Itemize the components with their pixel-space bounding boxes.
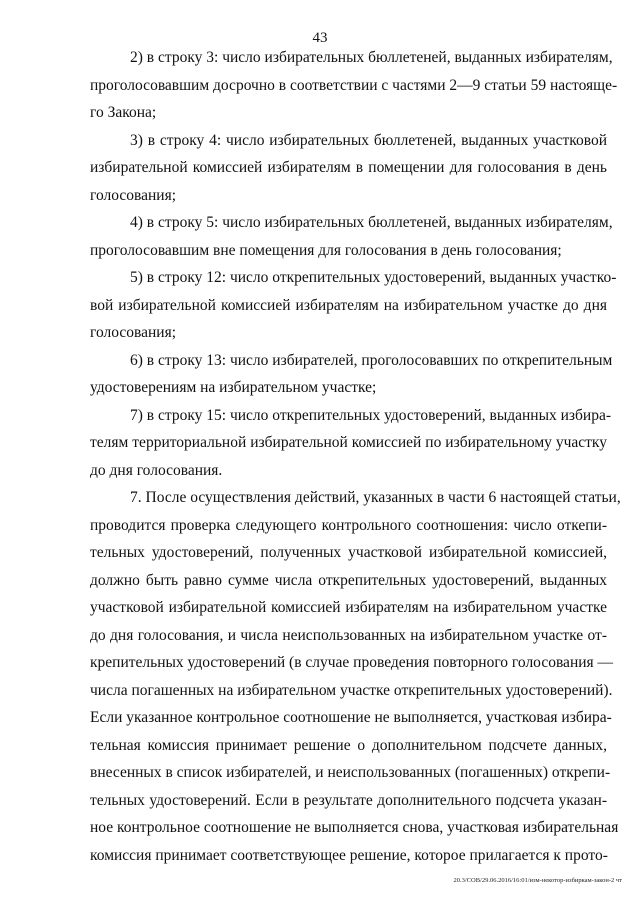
text-line: избирательной комиссией избирателям в помещении для голосования в день <box>90 159 607 176</box>
text-line: проголосовавшим вне помещения для голосования в день голосования; <box>90 241 562 259</box>
text-line: голосования; <box>90 186 177 204</box>
text-line: тельных удостоверений. Если в результате дополнительного подсчета указан- <box>90 791 607 809</box>
text-line: 5) в строку 12: число открепительных удостоверений, выданных участко- <box>130 269 617 286</box>
text-line: числа погашенных на избирательном участке открепительных удостоверений). <box>90 681 613 699</box>
text-line: ное контрольное соотношение не выполняется снова, участковая избирательная <box>90 819 619 836</box>
text-line: должно быть равно сумме числа открепительных удостоверений, выданных <box>90 571 607 589</box>
text-line: до дня голосования, и числа неиспользованных на избирательном участке от- <box>90 626 607 644</box>
text-line: до дня голосования. <box>90 461 223 479</box>
text-line: тельных удостоверений, полученных участковой избирательной комиссией, <box>90 544 607 561</box>
text-line: проголосовавшим досрочно в соответствии с частями 2—9 статьи 59 настояще- <box>90 76 618 94</box>
text-line: 7) в строку 15: число открепительных удостоверений, выданных избира- <box>130 406 612 424</box>
text-line: тельная комиссия принимает решение о дополнительном подсчете данных, <box>90 736 607 754</box>
text-line: участковой избирательной комиссией избирателям на избирательном участке <box>90 599 607 616</box>
text-line: крепительных удостоверений (в случае проведения повторного голосования — <box>90 654 614 671</box>
text-line: 4) в строку 5: число избирательных бюллетеней, выданных избирателям, <box>130 214 613 231</box>
document-body <box>90 44 621 869</box>
text-line: 7. После осуществления действий, указанных в части 6 настоящей статьи, <box>130 489 621 506</box>
text-line: телям территориальной избирательной комиссией по избирательному участку <box>90 434 607 451</box>
text-line: вой избирательной комиссией избирателям на избирательном участке до дня <box>90 296 607 314</box>
text-line: проводится проверка следующего контрольного соотношения: число откепи- <box>90 516 607 534</box>
text-line: внесенных в список избирателей, и неиспользованных (погашенных) открепи- <box>90 764 611 781</box>
text-line: 3) в строку 4: число избирательных бюллетеней, выданных участковой <box>130 131 607 149</box>
text-line: голосования; <box>90 324 177 341</box>
text-line: го Закона; <box>90 104 157 121</box>
text-line: удостоверениям на избирательном участке; <box>90 379 377 396</box>
footer-reference: 20.3/СОВ/29.06.2016/16:01/изм-некотор-избиркам-закон-2 чт <box>453 877 622 884</box>
text-line: Если указанное контрольное соотношение не выполняется, участковая избира- <box>90 709 612 726</box>
text-line: 6) в строку 13: число избирателей, проголосовавших по открепительным <box>130 351 613 369</box>
text-line: 2) в строку 3: число избирательных бюллетеней, выданных избирателям, <box>130 49 613 66</box>
text-line: комиссия принимает соответствующее решение, которое прилагается к прото- <box>90 846 608 864</box>
page-number: 43 <box>312 30 328 46</box>
